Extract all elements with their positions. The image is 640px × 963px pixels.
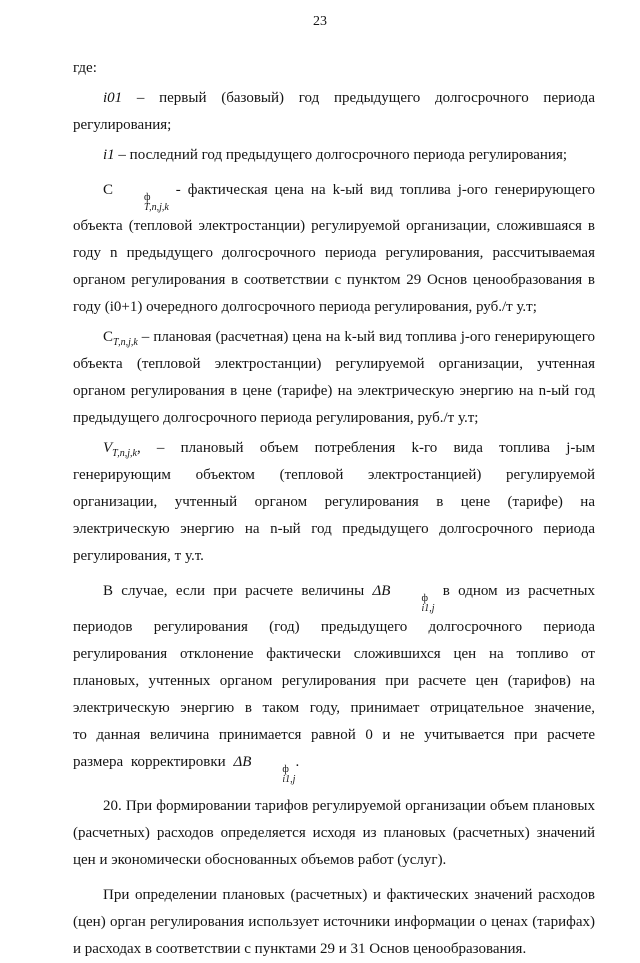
document-body [73, 55, 595, 963]
definition-i1-text: – последний год предыдущего долгосрочного периода регулирования; [114, 147, 568, 163]
definition-actual-fuel-price-text: - фактическая цена на k-ый вид топлива j-ого генерирующего объекта (тепловой электростанции) регулируемой организации, сложившаяся в году n предыдущего долгосрочного периода регулирования, рассчитываемая органом регулирования в соответствии с пунктом 29 Основ ценообразования в году (i0+1) очередного долгосрочного периода регулирования, руб./т у.т; [73, 182, 595, 315]
definition-i1 [73, 142, 595, 169]
symbol-actual-fuel-price: С ф Т,n,j,k [103, 182, 169, 213]
paragraph-20: 20. При формировании тарифов регулируемой организации объем плановых (расчетных) расходов определяется исходя из плановых (расчетных) значений цен и экономически обоснованных объемов работ (услуг). [73, 798, 595, 868]
definition-i01-text: – первый (базовый) год предыдущего долгосрочного периода регулирования; [73, 90, 595, 133]
definition-planned-fuel-price [73, 324, 595, 432]
definition-planned-fuel-price-text: – плановая (расчетная) цена на k-ый вид топлива j-ого генерирующего объекта (тепловой электростанции) регулируемой организации, учтенная органом регулирования в цене (тарифе) на электрическую энергию на n-ый год предыдущего долгосрочного периода регулирования, руб./т у.т; [73, 329, 595, 426]
definition-i01 [73, 85, 595, 139]
definition-actual-fuel-price [73, 177, 595, 321]
intro-label: где: [73, 60, 97, 76]
definition-planned-fuel-volume-text: , – плановый объем потребления k-го вида топлива j-ым генерирующим объектом (тепловой электростанцией) регулируемой организации, учтенный органом регулирования в цене (тарифе) на электрическую энергию на n-ый год предыдущего долгосрочного периода регулирования, т у.т. [73, 440, 595, 564]
symbol-planned-fuel-volume: $V_{Т,n,j,k}$ [103, 440, 137, 459]
symbol-i1: i1 [103, 147, 115, 163]
paragraph-negative-deviation: В случае, если при расчете величины ΔB ф i1,j в одном из расчетных периодов регулирования (год) предыдущего долгосрочного периода регулирования отклонение фактически сложившихся цен на топливо от плановых, учтенных органом регулирования при расчете цен (тарифов) на электрическую энергию в таком году, принимает отрицательное значение, то данная величина принимается равной 0 и не учитывается при расчете размера корректировки ΔB ф i1,j . [73, 583, 595, 785]
page-number: 23 [313, 14, 327, 29]
symbol-i01: i01 [103, 90, 123, 106]
symbol-delta-b: ΔB ф i1,j [372, 583, 435, 614]
definition-planned-fuel-volume [73, 435, 595, 570]
paragraph-info-sources: При определении плановых (расчетных) и фактических значений расходов (цен) орган регулирования использует источники информации о ценах (тарифах) и расходах в соответствии с пунктами 29 и 31 Основ ценообразования. [73, 887, 595, 957]
symbol-planned-fuel-price: $С_{Т,n,j,k}$ [103, 329, 138, 348]
symbol-delta-b-repeat: ΔB ф i1,j [233, 754, 296, 785]
